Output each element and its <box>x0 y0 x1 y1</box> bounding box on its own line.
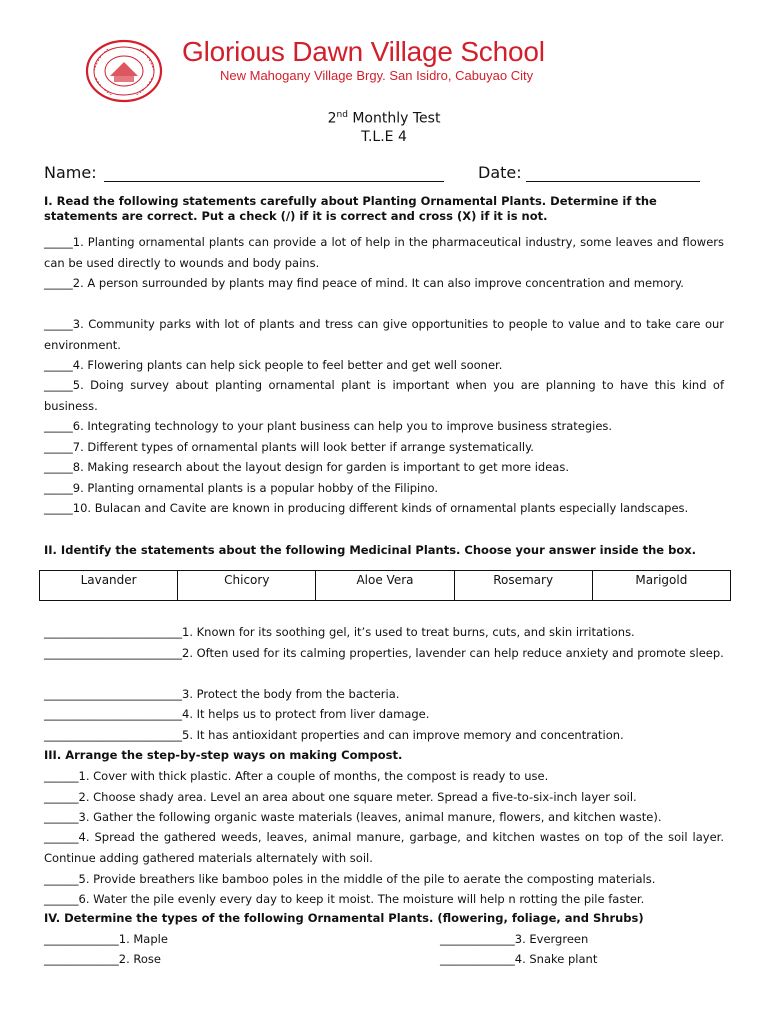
section-1-item: _____3. Community parks with lot of plants and tress can give opportunities to people to value and to take care our environment. <box>44 317 724 352</box>
school-seal-logo <box>84 38 164 104</box>
section-2-item: ________________________2. Often used for its calming properties, lavender can help reduce anxiety and promote sleep. <box>44 646 724 660</box>
choice-cell: Lavander <box>40 571 178 601</box>
section-3-item: ______6. Water the pile evenly every day to keep it moist. The moisture will help n rotting the pile faster. <box>44 892 645 906</box>
section-1-item: _____6. Integrating technology to your plant business can help you to improve business strategies. <box>44 419 613 433</box>
section-3-item: ______5. Provide breathers like bamboo poles in the middle of the pile to aerate the composting materials. <box>44 872 656 886</box>
choices-box <box>39 570 731 601</box>
section-1-item: _____4. Flowering plants can help sick people to feel better and get well sooner. <box>44 358 503 372</box>
choice-cell: Chicory <box>178 571 316 601</box>
section-1-item: _____5. Doing survey about planting ornamental plant is important when you are planning to have this kind of business. <box>44 378 724 413</box>
date-blank[interactable] <box>526 181 700 182</box>
school-header <box>84 30 724 106</box>
section-4-item: _____________2. Rose <box>44 952 161 966</box>
section-3-heading: III. Arrange the step-by-step ways on making Compost. <box>44 748 403 762</box>
section-2-item: ________________________5. It has antioxidant properties and can improve memory and concentration. <box>44 728 624 742</box>
section-4-item: _____________1. Maple <box>44 932 168 946</box>
section-3-item: ______1. Cover with thick plastic. After a couple of months, the compost is ready to use. <box>44 769 549 783</box>
section-4-item: _____________4. Snake plant <box>440 952 598 966</box>
date-label: Date: <box>478 163 522 182</box>
test-title <box>0 110 768 127</box>
test-ordinal: nd <box>336 110 348 120</box>
section-1-item: _____7. Different types of ornamental plants will look better if arrange systematically. <box>44 440 534 454</box>
section-3-item: ______4. Spread the gathered weeds, leaves, animal manure, garbage, and kitchen wastes on top of the soil layer. Continue adding gathered materials alternately with soil. <box>44 830 724 865</box>
test-number: 2 <box>327 110 337 127</box>
section-2-item: ________________________1. Known for its soothing gel, it’s used to treat burns, cuts, and skin irritations. <box>44 625 635 639</box>
school-address: New Mahogany Village Brgy. San Isidro, Cabuyao City <box>220 68 534 83</box>
school-name: Glorious Dawn Village School <box>182 36 545 67</box>
section-4-item: _____________3. Evergreen <box>440 932 589 946</box>
choice-cell: Aloe Vera <box>316 571 454 601</box>
test-subject: T.L.E 4 <box>361 129 407 145</box>
section-1-item: _____8. Making research about the layout design for garden is important to get more ideas. <box>44 460 569 474</box>
section-4-heading: IV. Determine the types of the following Ornamental Plants. (flowering, foliage, and Shrubs) <box>44 911 644 925</box>
choice-cell: Rosemary <box>454 571 592 601</box>
section-1-item: _____2. A person surrounded by plants may find peace of mind. It can also improve concentration and memory. <box>44 276 684 290</box>
section-1-heading: I. Read the following statements carefully about Planting Ornamental Plants. Determine if the statements are correct. Put a check (/) if it is correct and cross (X) if it is not. <box>44 194 657 223</box>
name-label: Name: <box>44 163 97 182</box>
section-2-heading: II. Identify the statements about the following Medicinal Plants. Choose your answer inside the box. <box>44 543 697 557</box>
test-title-text: Monthly Test <box>347 110 441 127</box>
choice-cell: Marigold <box>592 571 730 601</box>
section-1-item: _____1. Planting ornamental plants can provide a lot of help in the pharmaceutical industry, some leaves and flowers can be used directly to wounds and body pains. <box>44 235 724 270</box>
name-blank[interactable] <box>104 181 444 182</box>
section-3-item: ______3. Gather the following organic waste materials (leaves, animal manure, flowers, and kitchen waste). <box>44 810 662 824</box>
section-1-item: _____10. Bulacan and Cavite are known in producing different kinds of ornamental plants especially landscapes. <box>44 501 689 515</box>
section-1-item: _____9. Planting ornamental plants is a popular hobby of the Filipino. <box>44 481 439 495</box>
section-2-item: ________________________4. It helps us to protect from liver damage. <box>44 707 430 721</box>
section-2-item: ________________________3. Protect the body from the bacteria. <box>44 687 400 701</box>
section-3-item: ______2. Choose shady area. Level an area about one square meter. Spread a five-to-six-inch layer soil. <box>44 790 637 804</box>
